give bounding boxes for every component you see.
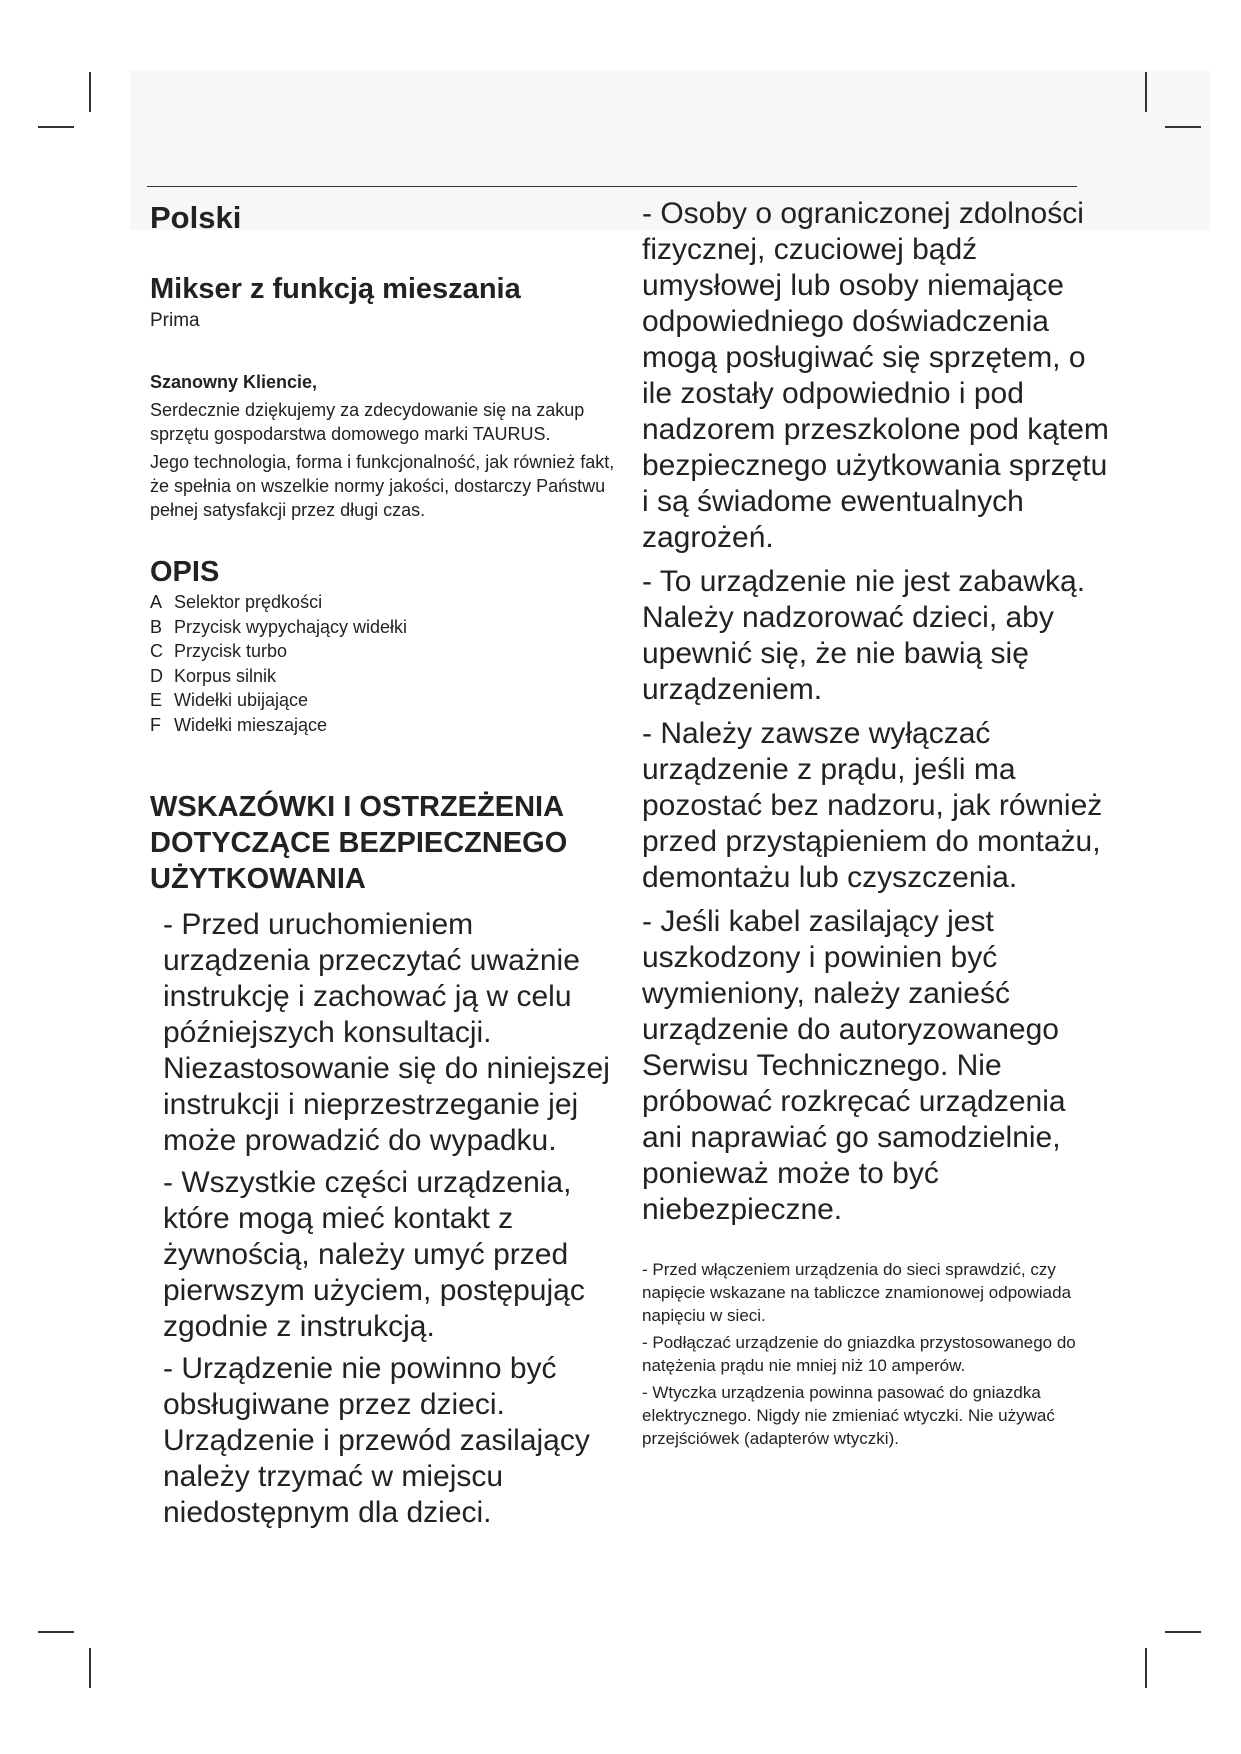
part-letter: E: [150, 690, 163, 710]
parts-list: [150, 590, 620, 737]
part-letter: A: [150, 592, 163, 612]
crop-mark-bottom-left-horizontal: [38, 1631, 74, 1633]
safety-point: - Jeśli kabel zasilający jest uszkodzony i powinien być wymieniony, należy zanieść urządzenie do autoryzowanego Serwisu Technicznego. Nie próbować rozkręcać urządzenia ani naprawiać go samodzielnie, ponieważ może to być niebezpieczne.: [642, 905, 1066, 1226]
crop-mark-top-left-horizontal: [38, 126, 74, 128]
part-label: Selektor prędkości: [174, 592, 323, 612]
part-label: Widełki ubijające: [174, 690, 309, 710]
safety-point: - Wszystkie części urządzenia, które mogą mieć kontakt z żywnością, należy umyć przed pierwszym użyciem, postępując zgodnie z instrukcją.: [163, 1166, 585, 1343]
greeting: Szanowny Kliencie,: [150, 372, 318, 392]
part-letter: C: [150, 641, 163, 661]
electrical-notes: [642, 1258, 1112, 1450]
language-heading: Polski: [150, 200, 242, 235]
intro-paragraph: Serdecznie dziękujemy za zdecydowanie się na zakup sprzętu gospodarstwa domowego marki TAURUS.: [150, 400, 585, 444]
crop-mark-top-right-vertical: [1145, 72, 1147, 112]
safety-point: - Przed uruchomieniem urządzenia przeczytać uważnie instrukcję i zachować ją w celu późniejszych konsultacji. Niezastosowanie się do niniejszej instrukcji i nieprzestrzeganie jej może prowadzić do wypadku.: [163, 908, 610, 1157]
part-label: Przycisk wypychający widełki: [174, 616, 408, 637]
right-column: [642, 196, 1112, 1450]
part-label: Przycisk turbo: [174, 641, 288, 661]
crop-mark-bottom-right-vertical: [1145, 1648, 1147, 1688]
list-item: [150, 713, 620, 738]
part-letter: D: [150, 665, 163, 686]
electrical-note: - Wtyczka urządzenia powinna pasować do gniazdka elektrycznego. Nigdy nie zmieniać wtyczki. Nie używać przejściówek (adapterów wtyczki).: [642, 1383, 1055, 1448]
crop-mark-top-right-horizontal: [1165, 126, 1201, 128]
intro-paragraph: Jego technologia, forma i funkcjonalność, jak również fakt, że spełnia on wszelkie normy jakości, dostarczy Państwu pełnej satysfakcji przez długi czas.: [150, 452, 615, 520]
left-column: [150, 196, 620, 1531]
safety-point: - Urządzenie nie powinno być obsługiwane przez dzieci. Urządzenie i przewód zasilający należy trzymać w miejscu niedostępnym dla dzieci.: [163, 1352, 590, 1529]
safety-point: - Osoby o ograniczonej zdolności fizycznej, czuciowej bądź umysłowej lub osoby niemające odpowiedniego doświadczenia mogą posługiwać się sprzętem, o ile zostały odpowiednio i pod nadzorem przeszkolone pod kątem bezpiecznego użytkowania sprzętu i są świadome ewentualnych zagrożeń.: [642, 197, 1109, 554]
list-item: [150, 590, 620, 615]
part-letter: F: [150, 714, 161, 735]
safety-point: - Należy zawsze wyłączać urządzenie z prądu, jeśli ma pozostać bez nadzoru, jak również przed przystąpieniem do montażu, demontażu lub czyszczenia.: [642, 717, 1103, 894]
part-letter: B: [150, 616, 163, 637]
product-title: Mikser z funkcją mieszania: [150, 273, 521, 305]
list-item: [150, 664, 620, 689]
safety-heading: WSKAZÓWKI I OSTRZEŻENIA DOTYCZĄCE BEZPIECZNEGO UŻYTKOWANIA: [150, 791, 568, 895]
electrical-note: - Podłączać urządzenie do gniazdka przystosowanego do natężenia prądu nie mniej niż 10 amperów.: [642, 1333, 1076, 1375]
list-item: [150, 688, 620, 713]
description-heading: OPIS: [150, 556, 220, 588]
crop-mark-bottom-left-vertical: [89, 1648, 91, 1688]
header-rule: [147, 186, 1077, 187]
list-item: [150, 639, 620, 664]
crop-mark-bottom-right-horizontal: [1165, 1631, 1201, 1633]
list-item: [150, 615, 620, 640]
crop-mark-top-left-vertical: [89, 72, 91, 112]
safety-point: - To urządzenie nie jest zabawką. Należy nadzorować dzieci, aby upewnić się, że nie bawią się urządzeniem.: [642, 565, 1086, 706]
part-label: Widełki mieszające: [174, 714, 328, 735]
part-label: Korpus silnik: [174, 665, 277, 686]
electrical-note: - Przed włączeniem urządzenia do sieci sprawdzić, czy napięcie wskazane na tabliczce znamionowej odpowiada napięciu w sieci.: [642, 1260, 1072, 1325]
model-name: Prima: [150, 310, 200, 331]
